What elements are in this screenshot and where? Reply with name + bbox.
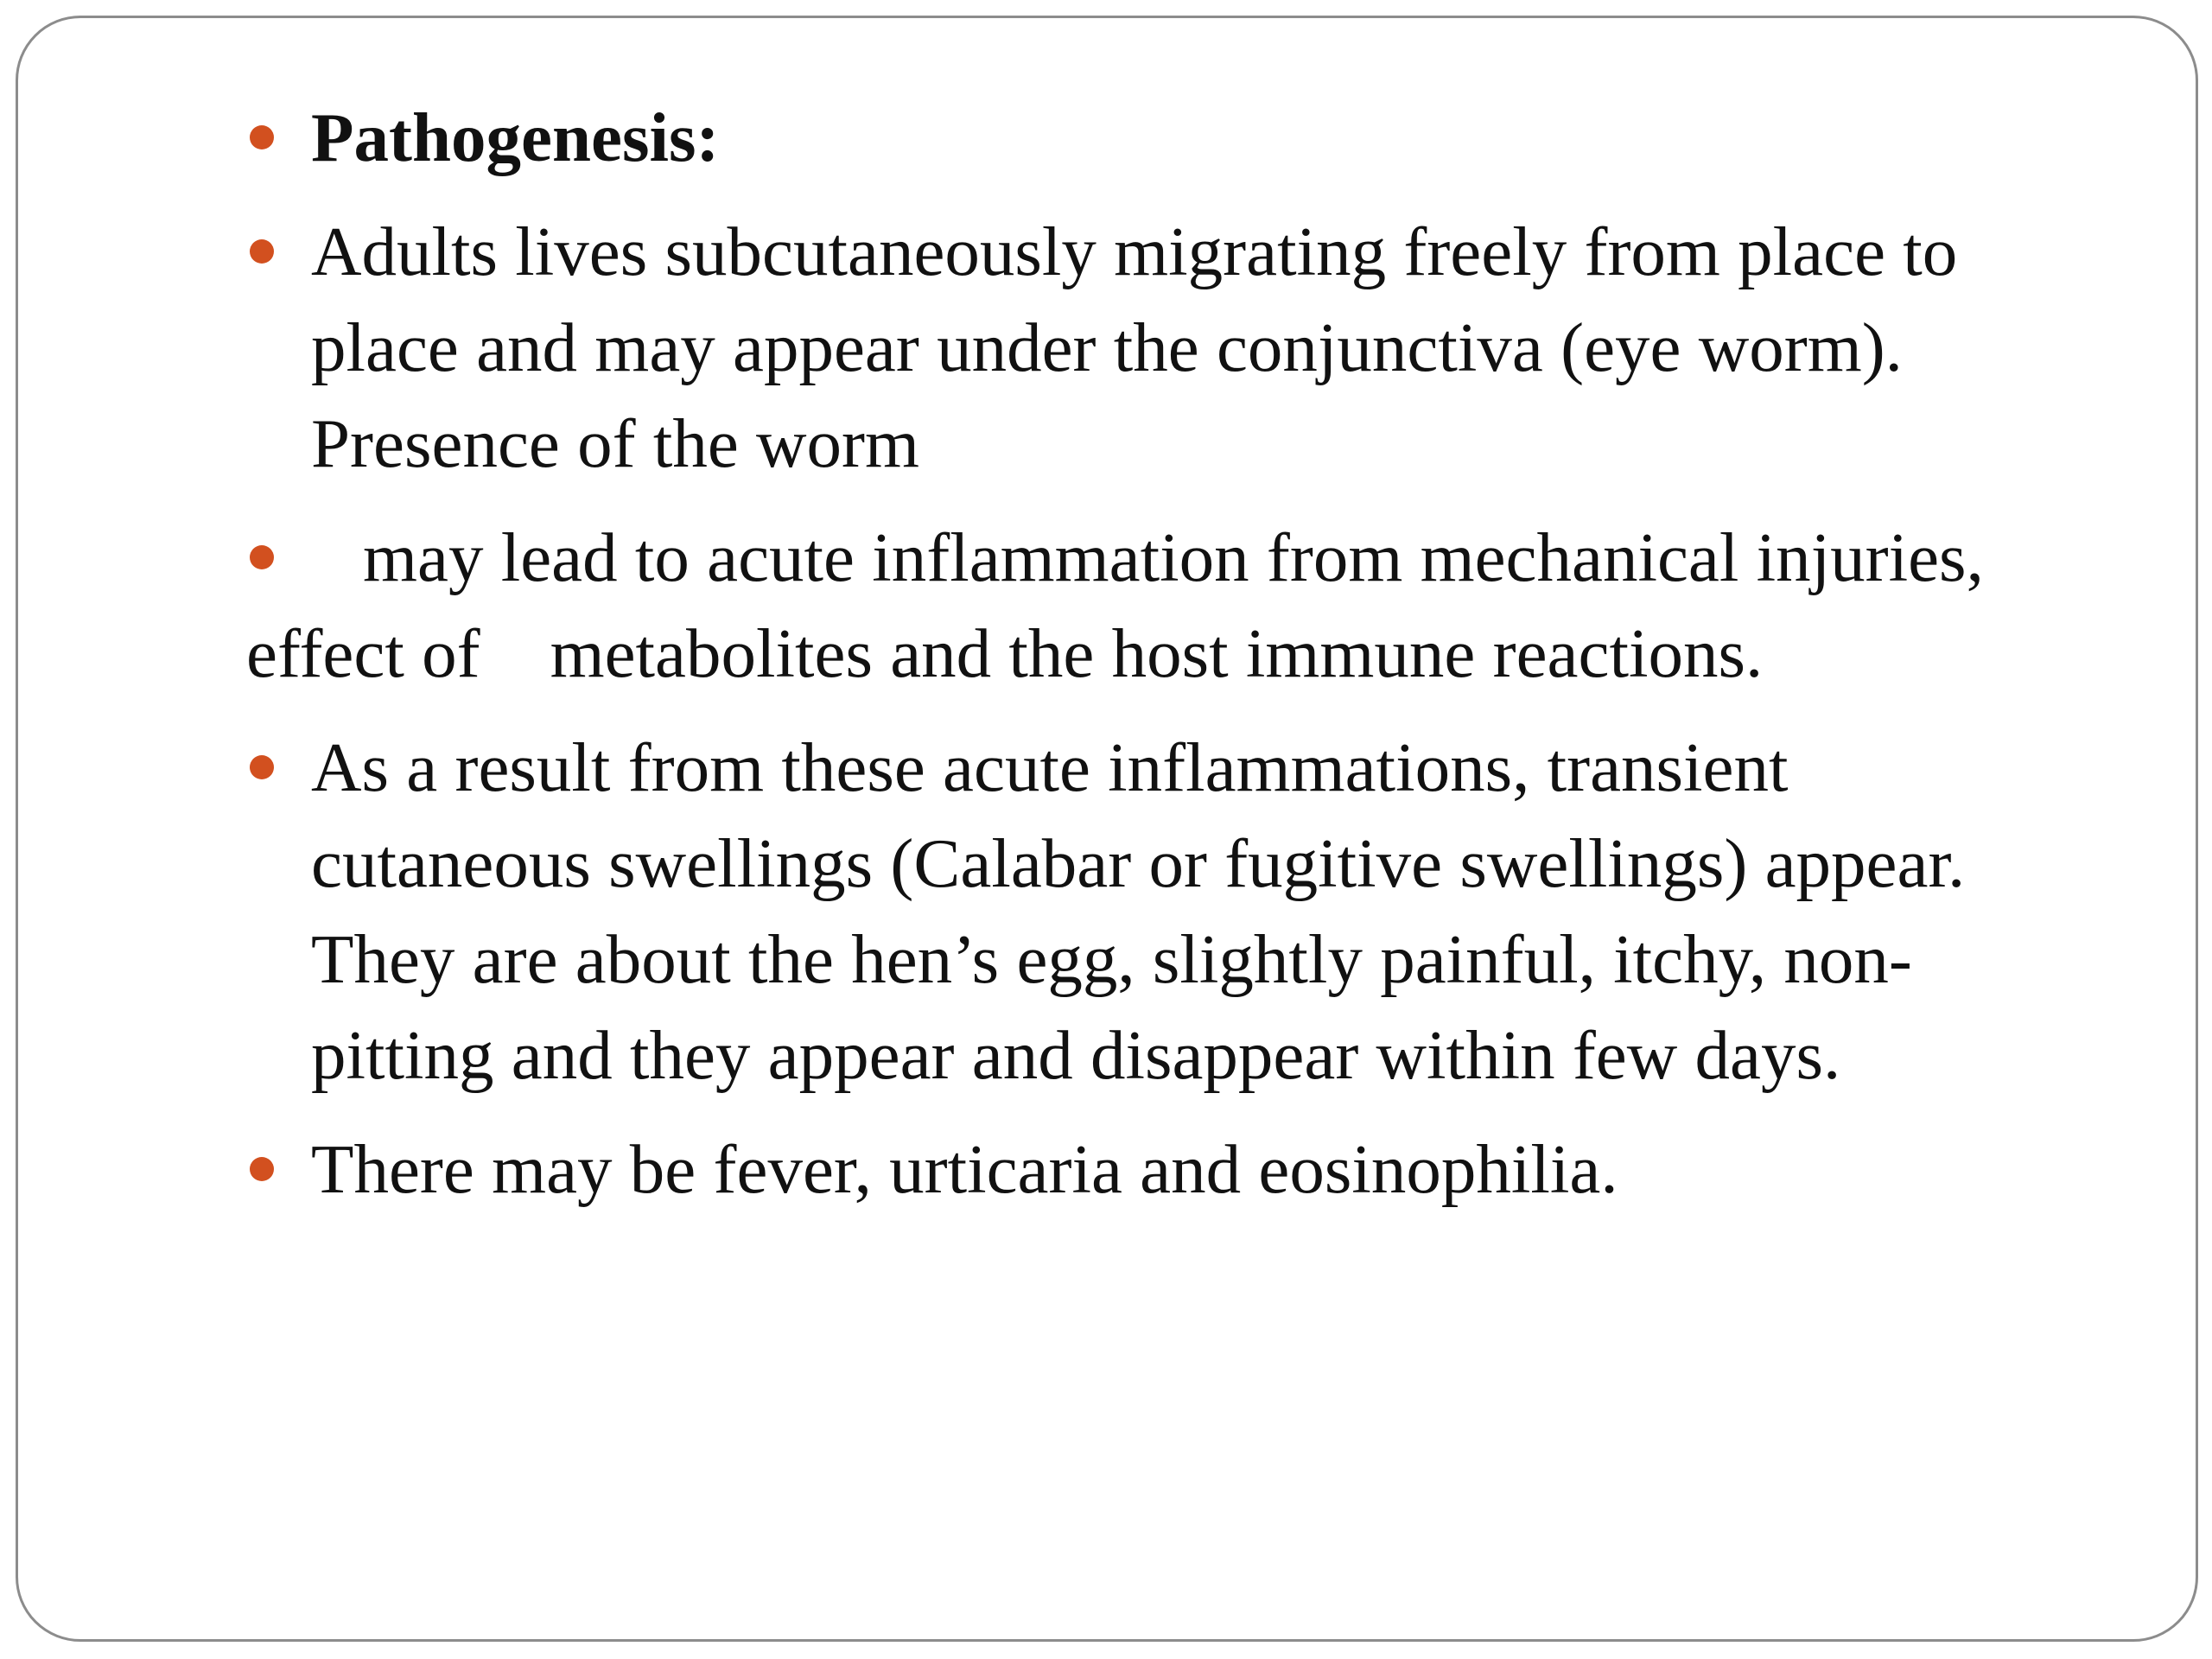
bullet-item-pathogenesis <box>246 90 2069 186</box>
bullet-dot <box>250 1157 274 1181</box>
bullet-item-adults <box>246 204 2069 492</box>
bullet-text: There may be fever, urticaria and eosinophilia. <box>311 1130 1618 1208</box>
bullet-dot <box>250 755 274 779</box>
bullet-text: As a result from these acute inflammations, transient cutaneous swellings (Calabar or fugitive swellings) appear. They are about the hen’s egg, slightly painful, itchy, non-pitting and they appear and disappear within few days. <box>311 728 1966 1094</box>
bullet-list <box>246 90 2069 1236</box>
bullet-dot <box>250 125 274 149</box>
bullet-item-inflammation <box>246 510 2069 702</box>
bullet-dot <box>250 545 274 569</box>
bullet-dot <box>250 239 274 264</box>
bullet-text: Pathogenesis: <box>311 99 720 176</box>
bullet-item-fever <box>246 1122 2069 1217</box>
bullet-text: Adults lives subcutaneously migrating freely from place to place and may appear under the conjunctiva (eye worm). Presence of the worm <box>311 213 1958 482</box>
bullet-continuation-text: effect of metabolites and the host immune reactions. <box>246 614 1764 692</box>
bullet-item-swellings <box>246 720 2069 1103</box>
bullet-text: may lead to acute inflammation from mechanical injuries, <box>363 518 1984 596</box>
